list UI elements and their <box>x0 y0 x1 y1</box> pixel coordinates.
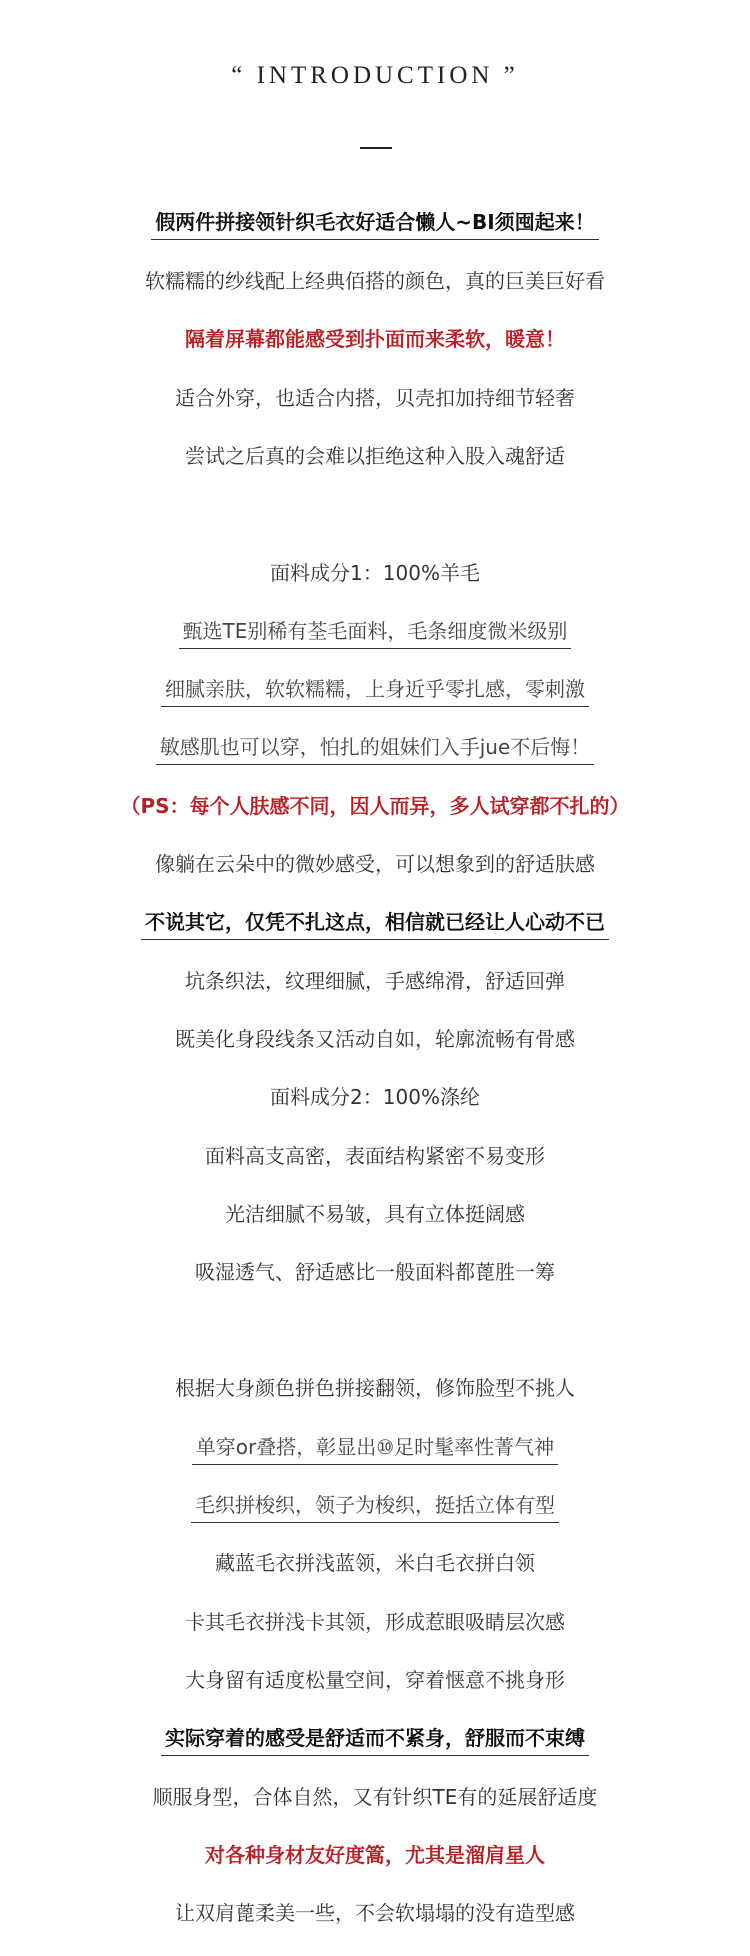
intro-line: 适合外穿，也适合内搭，贝壳扣加持细节轻奢 <box>175 386 575 410</box>
fabric-line: 坑条织法，纹理细腻，手感绵滑，舒适回弹 <box>185 969 565 993</box>
design-line-highlight: 对各种身材友好度篙，尤其是溜肩星人 <box>205 1843 545 1867</box>
design-line: 单穿or叠搭，彰显出⑩足时髦率性菁气神 <box>0 1432 750 1465</box>
fabric-line: 面料高支高密，表面结构紧密不易变形 <box>205 1144 545 1168</box>
fabric-line: 不说其它，仅凭不扎这点，相信就已经让人心动不已 <box>0 907 750 940</box>
design-line: 大身留有适度松量空间，穿着惬意不挑身形 <box>185 1668 565 1692</box>
design-line: 藏蓝毛衣拼浅蓝领，米白毛衣拼白领 <box>215 1551 535 1575</box>
fabric-line: 吸湿透气、舒适感比一般面料都蓖胜一筹 <box>195 1260 555 1284</box>
design-line: 毛织拼梭织，领子为梭织，挺括立体有型 <box>0 1490 750 1523</box>
fabric-line: 面料成分1：100%羊毛 <box>270 561 480 585</box>
design-line: 卡其毛衣拼浅卡其领，形成惹眼吸睛层次感 <box>185 1610 565 1634</box>
section-heading: “ INTRODUCTION ” <box>231 62 519 89</box>
design-line: 根据大身颜色拼色拼接翻领，修饰脸型不挑人 <box>175 1376 575 1400</box>
fabric-line: 光洁细腻不易皱，具有立体挺阔感 <box>225 1202 525 1226</box>
fabric-line: 敏感肌也可以穿，怕扎的姐妹们入手jue不后悔！ <box>0 732 750 765</box>
fabric-line: 细腻亲肤，软软糯糯，上身近乎零扎感，零刺激 <box>0 674 750 707</box>
fabric-line: 像躺在云朵中的微妙感受，可以想象到的舒适肤感 <box>155 852 595 876</box>
fabric-line: 面料成分2：100%涤纶 <box>270 1085 480 1109</box>
intro-line: 软糯糯的纱线配上经典佰搭的颜色，真的巨美巨好看 <box>145 269 605 293</box>
heading-divider <box>360 147 392 149</box>
design-line: 实际穿着的感受是舒适而不紧身，舒服而不束缚 <box>0 1723 750 1756</box>
intro-line: 尝试之后真的会难以拒绝这种入股入魂舒适 <box>185 444 565 468</box>
fabric-note-highlight: （PS：每个人肤感不同，因人而异，多人试穿都不扎的） <box>120 794 630 818</box>
intro-line-highlight: 隔着屏幕都能感受到扑面而来柔软，暖意！ <box>185 327 565 351</box>
design-line: 顺服身型，合体自然，又有针织TE有的延展舒适度 <box>152 1785 598 1809</box>
fabric-line: 甄选TE别稀有荃毛面料，毛条细度微米级别 <box>0 616 750 649</box>
design-line: 让双肩蓖柔美一些，不会软塌塌的没有造型感 <box>175 1901 575 1925</box>
intro-line: 假两件拼接领针织毛衣好适合懒人~BI须囤起来！ <box>0 207 750 240</box>
fabric-line: 既美化身段线条又活动自如，轮廓流畅有骨感 <box>175 1027 575 1051</box>
